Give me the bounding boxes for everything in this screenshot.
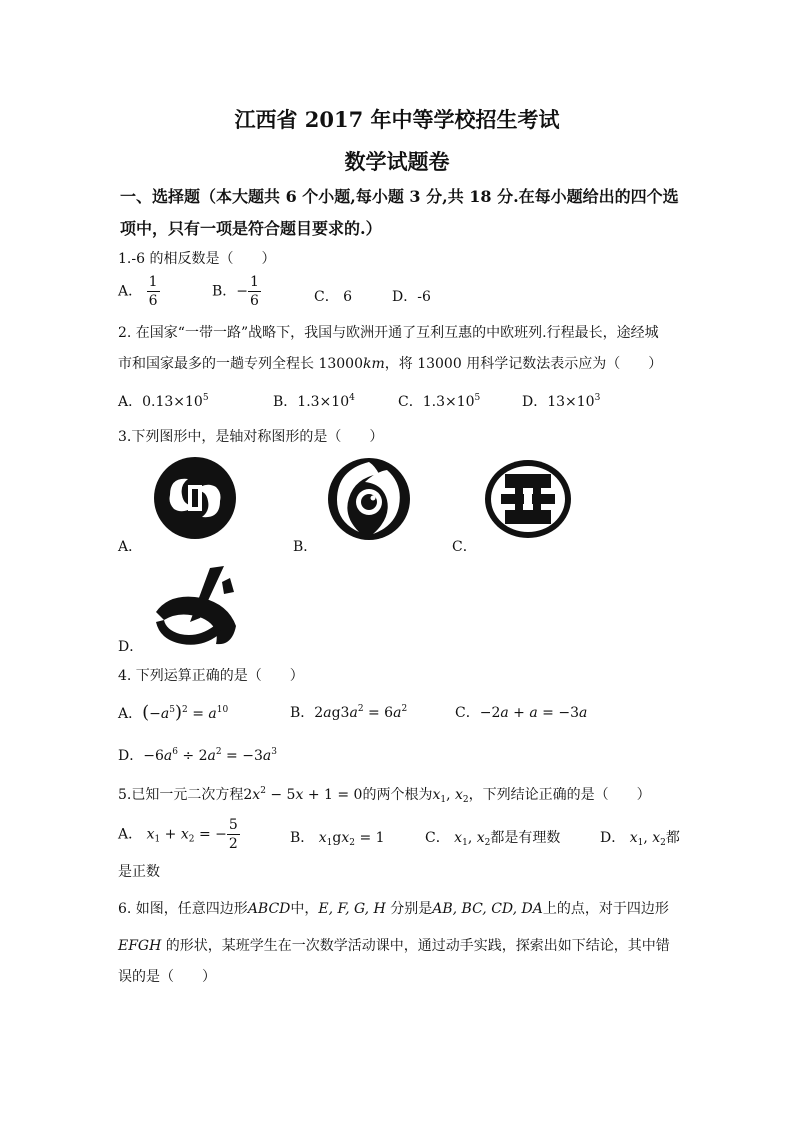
q6-line2: EFGH 的形状，某班学生在一次数学活动课中，通过动手实践，探索出如下结论，其中错 [118, 938, 670, 954]
emblem-b-icon [325, 456, 413, 542]
q4-option-b: B．$2ag3a^2 = 6a^2$ [290, 704, 408, 721]
q5-option-c: C． $x_1$, $x_2$都是有理数 [425, 830, 561, 848]
exam-subtitle: 数学试题卷 [344, 149, 450, 174]
q2-option-c: C．$1.3\times 10^5$ [398, 393, 481, 410]
q2-line2: 市和国家最多的一趟专列全程长 13000km，将 13000 用科学记数法表示应为（ ） [118, 356, 663, 372]
q1-option-d: D．-6 [392, 289, 431, 305]
q3-label-c: C． [452, 539, 477, 555]
emblem-a-icon [150, 455, 240, 541]
q6-line1: 6. 如图，任意四边形ABCD中，E, F, G, H 分别是AB, BC, CD, DA上的点，对于四边形 [118, 901, 669, 917]
q2-option-d: D．$13\times 10^3$ [522, 393, 601, 410]
q2-line1: 2. 在国家“一带一路”战略下，我国与欧洲开通了互利互惠的中欧班列.行程最长，途经城 [118, 325, 659, 341]
q1-stem: 1.-6 的相反数是（ ） [118, 251, 276, 267]
q1-option-a: A． $\frac{1}{6}$ [118, 274, 158, 309]
q5-option-a: A． $x_1 + x_2$ = − $\frac{5}{2}$ [118, 817, 238, 852]
q1-option-b: B．− $\frac{1}{6}$ [212, 274, 259, 309]
q3-stem: 3.下列图形中，是轴对称图形的是（ ） [118, 429, 384, 445]
emblem-c-icon [483, 458, 573, 540]
q4-stem: 4. 下列运算正确的是（ ） [118, 668, 304, 684]
exam-title: 江西省 2017 年中等学校招生考试 [234, 107, 560, 132]
q2-option-b: B．$1.3\times 10^4$ [273, 393, 355, 410]
q5-wrap: 是正数 [118, 864, 160, 880]
q5-option-b: B． $x_1gx_2 = 1$ [290, 830, 385, 848]
q4-option-d: D．$-6a^6 \div 2a^2 = -3a^3$ [118, 747, 277, 764]
q3-label-a: A． [118, 539, 143, 555]
q3-label-d: D． [118, 639, 144, 655]
q2-option-a: A．$0.13\times 10^5$ [118, 393, 209, 410]
q4-option-c: C．−2a + a = −3a [455, 705, 588, 721]
section-heading-line2: 项中，只有一项是符合题目要求的.） [120, 219, 382, 238]
section-heading-line1: 一、选择题（本大题共 6 个小题,每小题 3 分,共 18 分.在每小题给出的四个选 [120, 187, 679, 206]
q5-stem: 5.已知一元二次方程$2x^2 - 5x + 1 = 0$的两个根为$x_1$, $x_2$，下列结论正确的是（ ） [118, 786, 651, 805]
q4-option-a: A．$(-a^5)^2 = a^{10}$ [118, 702, 229, 723]
q1-option-c: C． 6 [314, 289, 353, 305]
q5-option-d: D． $x_1$, $x_2$都 [600, 830, 680, 848]
emblem-d-icon [150, 562, 246, 652]
q6-line3: 误的是（ ） [118, 969, 216, 985]
q3-label-b: B． [293, 539, 318, 555]
